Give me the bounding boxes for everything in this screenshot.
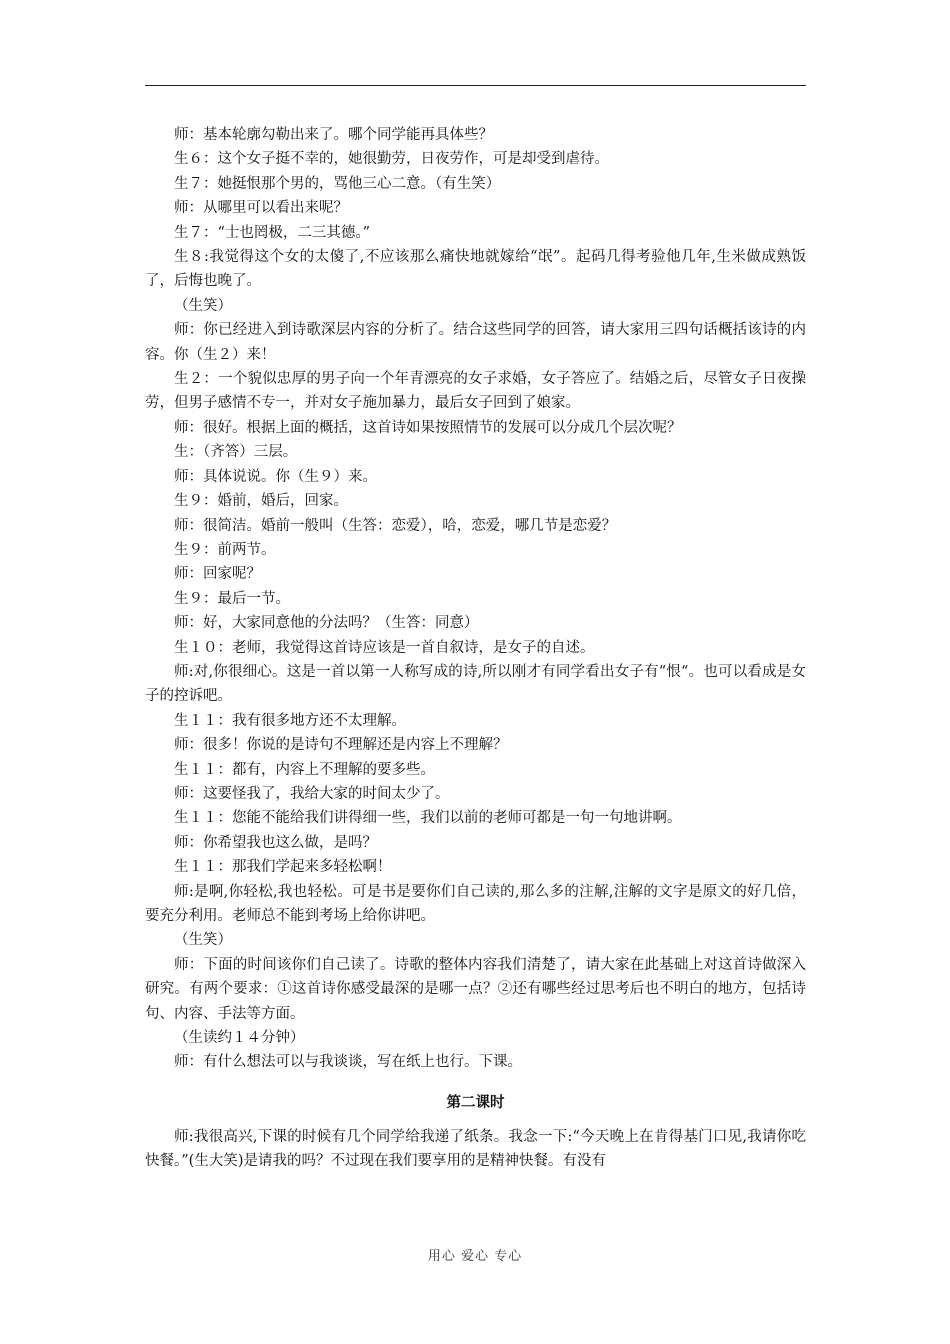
dialogue-paragraph: 生２：一个貌似忠厚的男子向一个年青漂亮的女子求婚，女子答应了。结婚之后，尽管女子日夜操劳，但男子感情不专一，并对女子施加暴力，最后女子回到了娘家。 (145, 371, 806, 412)
dialogue-paragraph: 师：很多！你说的是诗句不理解还是内容上不理解？ (174, 737, 508, 754)
dialogue-paragraph: 生９：前两节。 (174, 541, 276, 558)
dialogue-paragraph: 生１１：我有很多地方还不太理解。 (174, 712, 406, 729)
dialogue-paragraph: 师：你已经进入到诗歌深层内容的分析了。结合这些同学的回答，请大家用三四句话概括该诗的内容。你（生２）来！ (145, 322, 806, 363)
section-heading: 第二课时 (446, 1094, 505, 1111)
dialogue-paragraph: 师：好，大家同意他的分法吗？（生答：同意） (174, 615, 479, 632)
dialogue-paragraph: 生：（齐答）三层。 (174, 444, 298, 461)
dialogue-paragraph: 师：很好。根据上面的概括，这首诗如果按照情节的发展可以分成几个层次呢？ (174, 419, 682, 436)
dialogue-paragraph: 师：回家呢？ (174, 566, 261, 583)
dialogue-paragraph: 生７：她挺恨那个男的，骂他三心二意。（有生笑） (174, 175, 501, 192)
dialogue-paragraph: 师：下面的时间该你们自己读了。诗歌的整体内容我们清楚了，请大家在此基础上对这首诗做深入研究。有两个要求：①这首诗你感受最深的是哪一点？②还有哪些经过思考后也不明白的地方，包括诗句、内容、手法等方面。 (145, 956, 806, 1022)
dialogue-paragraph: 师：这要怪我了，我给大家的时间太少了。 (174, 785, 450, 802)
dialogue-paragraph: 生９：最后一节。 (174, 590, 290, 607)
dialogue-paragraph: 生１０：老师，我觉得这首诗应该是一首自叙诗，是女子的自述。 (174, 639, 595, 656)
dialogue-paragraph: （生读约１４分钟） (174, 1030, 305, 1047)
dialogue-paragraph: 生７：“士也罔极，二三其德。” (174, 224, 371, 241)
dialogue-paragraph: 师:对,你很细心。这是一首以第一人称写成的诗,所以刚才有同学看出女子有“恨“。也可以看成是女子的控诉吧。 (145, 663, 806, 705)
dialogue-paragraph: 生１１：都有，内容上不理解的要多些。 (174, 761, 435, 778)
dialogue-paragraph: 师：具体说说。你（生９）来。 (174, 468, 377, 485)
dialogue-paragraph: 生６：这个女子挺不幸的，她很勤劳，日夜劳作，可是却受到虐待。 (174, 151, 609, 168)
dialogue-paragraph: 师：从哪里可以看出来呢？ (174, 200, 348, 217)
dialogue-paragraph: 生１１：您能不能给我们讲得细一些，我们以前的老师可都是一句一句地讲啊。 (174, 810, 682, 827)
document-body (145, 123, 806, 1174)
dialogue-paragraph: 师：有什么想法可以与我谈谈，写在纸上也行。下课。 (174, 1054, 522, 1071)
dialogue-paragraph: 生１１：那我们学起来多轻松啊！ (174, 859, 392, 876)
dialogue-paragraph: 师:我很高兴,下课的时候有几个同学给我递了纸条。我念一下:“今天晚上在肯得基门口见,我请你吃快餐。”(生大笑)是请我的吗？不过现在我们要享用的是精神快餐。有没有 (145, 1128, 806, 1170)
dialogue-paragraph: 生９：婚前，婚后，回家。 (174, 493, 348, 510)
header-rule (145, 85, 806, 86)
dialogue-paragraph: 师:是啊,你轻松,我也轻松。可是书是要你们自己读的,那么多的注解,注解的文字是原文的好几倍，要充分利用。老师总不能到考场上给你讲吧。 (145, 883, 806, 924)
dialogue-paragraph: 师：基本轮廓勾勒出来了。哪个同学能再具体些？ (174, 127, 493, 143)
dialogue-section-one (145, 123, 806, 1075)
dialogue-paragraph: 师：很简洁。婚前一般叫（生答：恋爱），哈，恋爱，哪几节是恋爱？ (174, 517, 617, 534)
page-footer: 用心 爱心 专心 (427, 1249, 523, 1264)
dialogue-paragraph: （生笑） (174, 297, 232, 314)
dialogue-paragraph: （生笑） (174, 932, 232, 949)
dialogue-paragraph: 师：你希望我也这么做，是吗？ (174, 834, 377, 851)
dialogue-paragraph: 生８:我觉得这个女的太傻了,不应该那么痛快地就嫁给“氓”。起码几得考验他几年,生米做成熟饭了，后悔也晚了。 (145, 249, 806, 290)
dialogue-section-two (145, 1125, 806, 1174)
